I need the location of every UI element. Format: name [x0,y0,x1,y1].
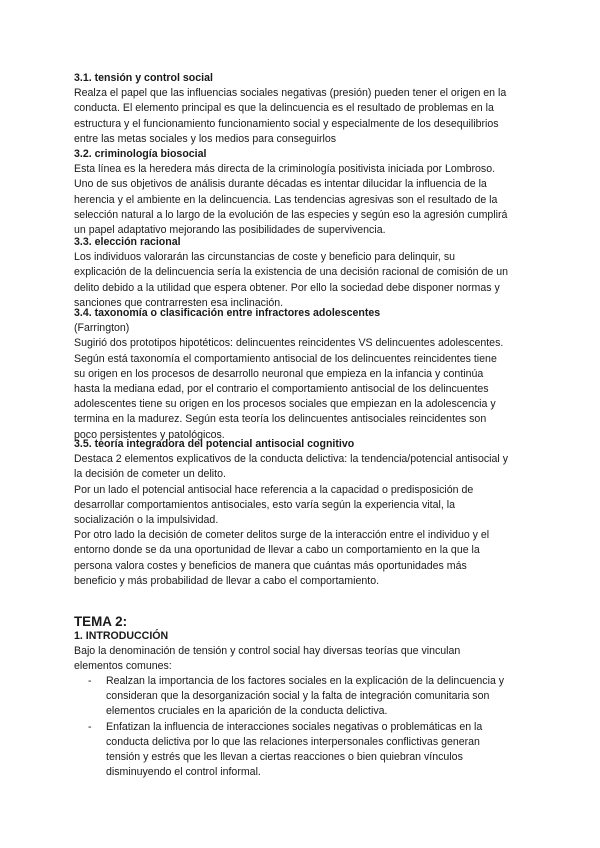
tema-intro [74,644,544,674]
paragraph-line: delito debido a la utilidad que espera obtener. Por ello la sociedad debe disponer normas y [74,281,500,294]
paragraph-line: estructura y el funcionamiento funcionamiento social y especialmente de los desequilibrios [74,117,499,130]
paragraph-line: entre las metas sociales y los medios para conseguirlos [74,132,337,145]
paragraph-line: un papel adaptativo mejorando las posibilidades de supervivencia. [74,224,386,237]
paragraph-line: hasta la mediana edad, por el contrario el comportamiento antisocial de los delincuentes [74,383,489,396]
tema-title: TEMA 2: [74,614,128,629]
paragraph-line: elementos comunes: [74,660,172,673]
list-item-line: conducta delictiva por lo que las relaciones interpersonales conflictivas generan [106,735,480,748]
paragraph-line: su origen en los procesos de desarrollo neuronal que empieza en la infancia y continúa [74,367,484,380]
paragraph-line: Según está taxonomía el comportamiento antisocial de los delincuentes reincidentes tiene [74,352,497,365]
section-3-1 [74,71,544,147]
section-3-4 [74,306,544,443]
paragraph-line: conducta. El elemento principal es que la delincuencia es el resultado de problemas en la [74,102,494,115]
paragraph-line: termina en la madurez. Según esta teoría los delincuentes antisociales reincidentes son [74,413,487,426]
paragraph-line: (Farrington) [74,322,130,335]
dash-bullet: - [88,675,92,687]
paragraph-line: Sugirió dos prototipos hipotéticos: delincuentes reincidentes VS delincuentes adolescentes. [74,337,504,350]
list-item [74,674,544,720]
dash-bullet: - [88,720,92,733]
list-item-line: tensión y estrés que les llevan a ciertas reacciones o bien quiebran vínculos [106,751,463,764]
paragraph-line: herencia y el ambiente en la delincuencia. Las tendencias agresivas son el resultado de la [74,193,498,206]
paragraph-line: sanciones que contrarresten esa inclinación. [74,296,284,309]
paragraph-line: Destaca 2 elementos explicativos de la conducta delictiva: la tendencia/potencial antisocial y [74,453,509,466]
paragraph-line: desarrollar comportamientos antisociales, esto varía según la experiencia vital, la [74,498,455,511]
section-heading: 3.1. tensión y control social [74,72,213,84]
paragraph-line: la decisión de cometer un delito. [74,468,226,481]
paragraph-line: Los individuos valorarán las circunstancias de coste y beneficio para delinquir, su [74,251,456,264]
paragraph-line: Bajo la denominación de tensión y control social hay diversas teorías que vinculan [74,645,461,657]
section-heading: 3.5. teoría integradora del potencial antisocial cognitivo [74,438,355,450]
paragraph-line: socialización o la impulsividad. [74,514,219,527]
list-item-line: consideran que la desorganización social y la falta de integración comunitaria son [106,690,490,703]
paragraph-line: explicación de la delincuencia sería la existencia de una decisión racional de comisión de un [74,266,509,279]
bullet-list [74,674,544,780]
list-item-line: elementos cruciales en la aparición de la conducta delictiva. [106,705,388,718]
section-3-2 [74,147,544,238]
paragraph-line: persona valora costes y beneficios de manera que cuántas más oportunidades más [74,559,467,572]
section-heading: 3.4. taxonomía o clasificación entre infractores adolescentes [74,307,381,319]
tema-subtitle: 1. INTRODUCCIÓN [74,630,169,642]
section-heading: 3.3. elección racional [74,236,181,248]
paragraph-line: selección natural a lo largo de la evolución de las especies y según eso la agresión cumplirá [74,208,508,221]
paragraph-line: Por otro lado la decisión de cometer delitos surge de la interacción entre el individuo y el [74,529,490,542]
paragraph-line: Por un lado el potencial antisocial hace referencia a la capacidad o predisposición de [74,483,474,496]
paragraph-line: Uno de sus objetivos de análisis durante décadas es intentar dilucidar la influencia de la [74,178,487,191]
section-3-3 [74,235,544,311]
section-heading: 3.2. criminología biosocial [74,148,207,160]
list-item-line: Realzan la importancia de los factores sociales en la explicación de la delincuencia y [106,675,505,687]
paragraph-line: entorno donde se da una oportunidad de llevar a cabo un comportamiento en la que la [74,544,480,557]
list-item-line: Enfatizan la influencia de interacciones sociales negativas o problemáticas en la [106,720,483,733]
paragraph-line: adolescentes tiene su origen en los procesos sociales que empiezan en la adolescencia y [74,398,496,411]
list-item-line: disminuyendo el control informal. [106,766,261,779]
section-3-5 [74,437,544,589]
paragraph-line: poco persistentes y patológicos. [74,428,225,441]
paragraph-line: Esta línea es la heredera más directa de la criminología positivista iniciada por Lombroso. [74,163,496,176]
paragraph-line: beneficio y más probabilidad de llevar a cabo el comportamiento. [74,574,380,587]
paragraph-line: Realza el papel que las influencias sociales negativas (presión) pueden tener el origen en la [74,87,507,100]
list-item [74,720,544,781]
